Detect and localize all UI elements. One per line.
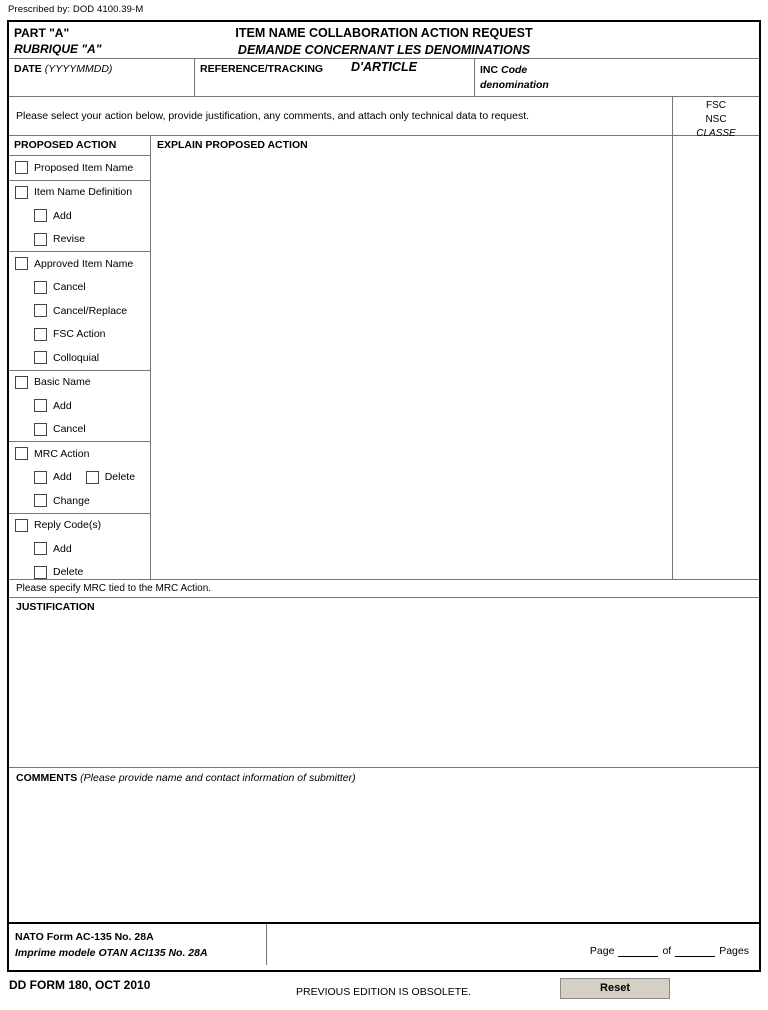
checkbox-mrc-action-change[interactable] bbox=[34, 494, 47, 507]
explain-proposed-action-cell[interactable] bbox=[151, 136, 673, 579]
instruction-row bbox=[9, 97, 759, 140]
prescribed-by-text: Prescribed by: DOD 4100.39-M bbox=[8, 4, 144, 15]
proposed-action-header: PROPOSED ACTION bbox=[9, 136, 150, 156]
inc-label: INC bbox=[480, 64, 499, 76]
checkbox-approved-item-name-cancel[interactable] bbox=[34, 281, 47, 294]
part-label: PART "A" bbox=[14, 26, 70, 40]
checkbox-label: Cancel/Replace bbox=[53, 304, 128, 317]
checkbox-label: FSC Action bbox=[53, 328, 106, 341]
checkbox-row-approved-item-name-colloquial[interactable] bbox=[9, 346, 150, 370]
checkbox-label: Change bbox=[53, 494, 90, 507]
checkbox-proposed-item-name[interactable] bbox=[15, 161, 28, 174]
date-format-hint: (YYYYMMDD) bbox=[44, 63, 113, 75]
checkbox-row-basic-name-add[interactable] bbox=[9, 394, 150, 418]
checkbox-label: Revise bbox=[53, 233, 86, 246]
checkbox-label: Add bbox=[53, 542, 72, 555]
total-pages-input[interactable] bbox=[675, 945, 715, 957]
checkbox-reply-codes[interactable] bbox=[15, 519, 28, 532]
dd-form-number: DD FORM 180, OCT 2010 bbox=[9, 978, 151, 992]
nato-footer-row bbox=[9, 924, 759, 965]
justification-header: JUSTIFICATION bbox=[16, 601, 95, 613]
checkbox-row-basic-name[interactable] bbox=[9, 371, 150, 395]
action-group-item-name-definition bbox=[9, 181, 150, 253]
proposed-action-column bbox=[9, 136, 151, 579]
date-label: DATE bbox=[14, 63, 42, 75]
nsc-label: NSC bbox=[705, 114, 727, 126]
checkbox-row-mrc-action-change[interactable] bbox=[9, 489, 150, 513]
checkbox-reply-codes-add[interactable] bbox=[34, 542, 47, 555]
inc-code-label: Code bbox=[501, 64, 528, 76]
title-spacer bbox=[554, 22, 759, 58]
checkbox-approved-item-name[interactable] bbox=[15, 257, 28, 270]
comments-subtitle: (Please provide name and contact information of submitter) bbox=[80, 772, 356, 784]
checkbox-row-approved-item-name-cancel-replace[interactable] bbox=[9, 299, 150, 323]
of-label: of bbox=[662, 945, 672, 957]
checkbox-label: Reply Code(s) bbox=[34, 519, 102, 532]
page-number-input[interactable] bbox=[618, 945, 658, 957]
fsc-nsc-classe-header bbox=[673, 97, 759, 140]
action-group-mrc-action bbox=[9, 442, 150, 514]
checkbox-row-approved-item-name-cancel[interactable] bbox=[9, 276, 150, 300]
checkbox-mrc-action-add[interactable] bbox=[34, 471, 47, 484]
checkbox-mrc-action-delete[interactable] bbox=[86, 471, 99, 484]
checkbox-row-approved-item-name-fsc-action[interactable] bbox=[9, 323, 150, 347]
nato-form-line-1: NATO Form AC-135 No. 28A bbox=[15, 931, 154, 943]
mrc-note-text: Please specify MRC tied to the MRC Action. bbox=[16, 583, 212, 594]
checkbox-row-item-name-definition-add[interactable] bbox=[9, 204, 150, 228]
checkbox-mrc-action[interactable] bbox=[15, 447, 28, 460]
checkbox-label: Basic Name bbox=[34, 376, 91, 389]
checkbox-label: Item Name Definition bbox=[34, 186, 133, 199]
checkbox-row-proposed-item-name[interactable] bbox=[9, 156, 150, 180]
reference-tracking-label: REFERENCE/TRACKING bbox=[200, 63, 324, 75]
checkbox-item-name-definition[interactable] bbox=[15, 186, 28, 199]
inc-denomination-label: denomination bbox=[480, 79, 549, 92]
checkbox-row-mrc-action[interactable] bbox=[9, 442, 150, 466]
fsc-label: FSC bbox=[706, 100, 726, 111]
action-group-reply-codes bbox=[9, 514, 150, 585]
checkbox-label: Add bbox=[53, 399, 72, 412]
checkbox-label: Delete bbox=[104, 471, 136, 484]
form-title-english: ITEM NAME COLLABORATION ACTION REQUEST bbox=[235, 26, 533, 40]
form-bottom-bar bbox=[0, 976, 768, 1010]
form-title-french: DEMANDE CONCERNANT LES DENOMINATIONS D'ARTICLE bbox=[237, 42, 531, 74]
checkbox-label: Delete bbox=[53, 566, 84, 579]
part-designator bbox=[9, 22, 214, 58]
checkbox-label: Colloquial bbox=[53, 351, 100, 364]
action-group-approved-item-name bbox=[9, 252, 150, 371]
nato-form-line-2: Imprime modele OTAN ACI135 No. 28A bbox=[15, 946, 208, 959]
checkbox-label: MRC Action bbox=[34, 447, 90, 460]
checkbox-approved-item-name-colloquial[interactable] bbox=[34, 351, 47, 364]
classe-label: CLASSE bbox=[696, 128, 736, 140]
checkbox-label: Add bbox=[53, 471, 72, 484]
action-group-basic-name bbox=[9, 371, 150, 443]
page-number-area bbox=[267, 924, 759, 965]
checkbox-label: Cancel bbox=[53, 423, 86, 436]
action-body-row bbox=[9, 136, 759, 580]
comments-header bbox=[16, 772, 759, 784]
comments-cell[interactable] bbox=[9, 768, 759, 924]
checkbox-approved-item-name-fsc-action[interactable] bbox=[34, 328, 47, 341]
checkbox-row-reply-codes-delete[interactable] bbox=[9, 561, 150, 585]
checkbox-basic-name-cancel[interactable] bbox=[34, 423, 47, 436]
checkbox-row-reply-codes-add[interactable] bbox=[9, 537, 150, 561]
checkbox-item-name-definition-revise[interactable] bbox=[34, 233, 47, 246]
checkbox-label: Cancel bbox=[53, 281, 86, 294]
checkbox-row-reply-codes[interactable] bbox=[9, 514, 150, 538]
checkbox-row-basic-name-cancel[interactable] bbox=[9, 418, 150, 442]
page-label: Page bbox=[589, 945, 615, 957]
checkbox-reply-codes-delete[interactable] bbox=[34, 566, 47, 579]
justification-cell[interactable] bbox=[9, 598, 759, 768]
checkbox-item-name-definition-add[interactable] bbox=[34, 209, 47, 222]
date-field-cell[interactable] bbox=[9, 59, 195, 96]
previous-edition-notice: PREVIOUS EDITION IS OBSOLETE. bbox=[296, 986, 472, 998]
checkbox-label: Add bbox=[53, 209, 72, 222]
checkbox-row-item-name-definition-revise[interactable] bbox=[9, 228, 150, 252]
checkbox-approved-item-name-cancel-replace[interactable] bbox=[34, 304, 47, 317]
checkbox-row-mrc-action-add-delete[interactable] bbox=[9, 466, 150, 490]
checkbox-label: Approved Item Name bbox=[34, 257, 134, 270]
checkbox-basic-name[interactable] bbox=[15, 376, 28, 389]
form-container bbox=[7, 20, 761, 972]
checkbox-row-approved-item-name[interactable] bbox=[9, 252, 150, 276]
checkbox-row-item-name-definition[interactable] bbox=[9, 181, 150, 205]
rubrique-label: RUBRIQUE "A" bbox=[14, 42, 102, 57]
action-group-proposed-item-name bbox=[9, 156, 150, 181]
checkbox-label: Proposed Item Name bbox=[34, 161, 134, 174]
instruction-text: Please select your action below, provide justification, any comments, and attach only technical data to request. bbox=[9, 97, 673, 135]
checkbox-basic-name-add[interactable] bbox=[34, 399, 47, 412]
reset-button[interactable]: Reset bbox=[560, 978, 670, 999]
fsc-value-cell[interactable] bbox=[673, 136, 759, 579]
comments-title: COMMENTS bbox=[16, 772, 78, 784]
pages-label: Pages bbox=[719, 945, 749, 957]
explain-proposed-action-header: EXPLAIN PROPOSED ACTION bbox=[157, 139, 308, 151]
mrc-note-row bbox=[9, 580, 759, 598]
nato-form-identifier bbox=[9, 924, 267, 965]
